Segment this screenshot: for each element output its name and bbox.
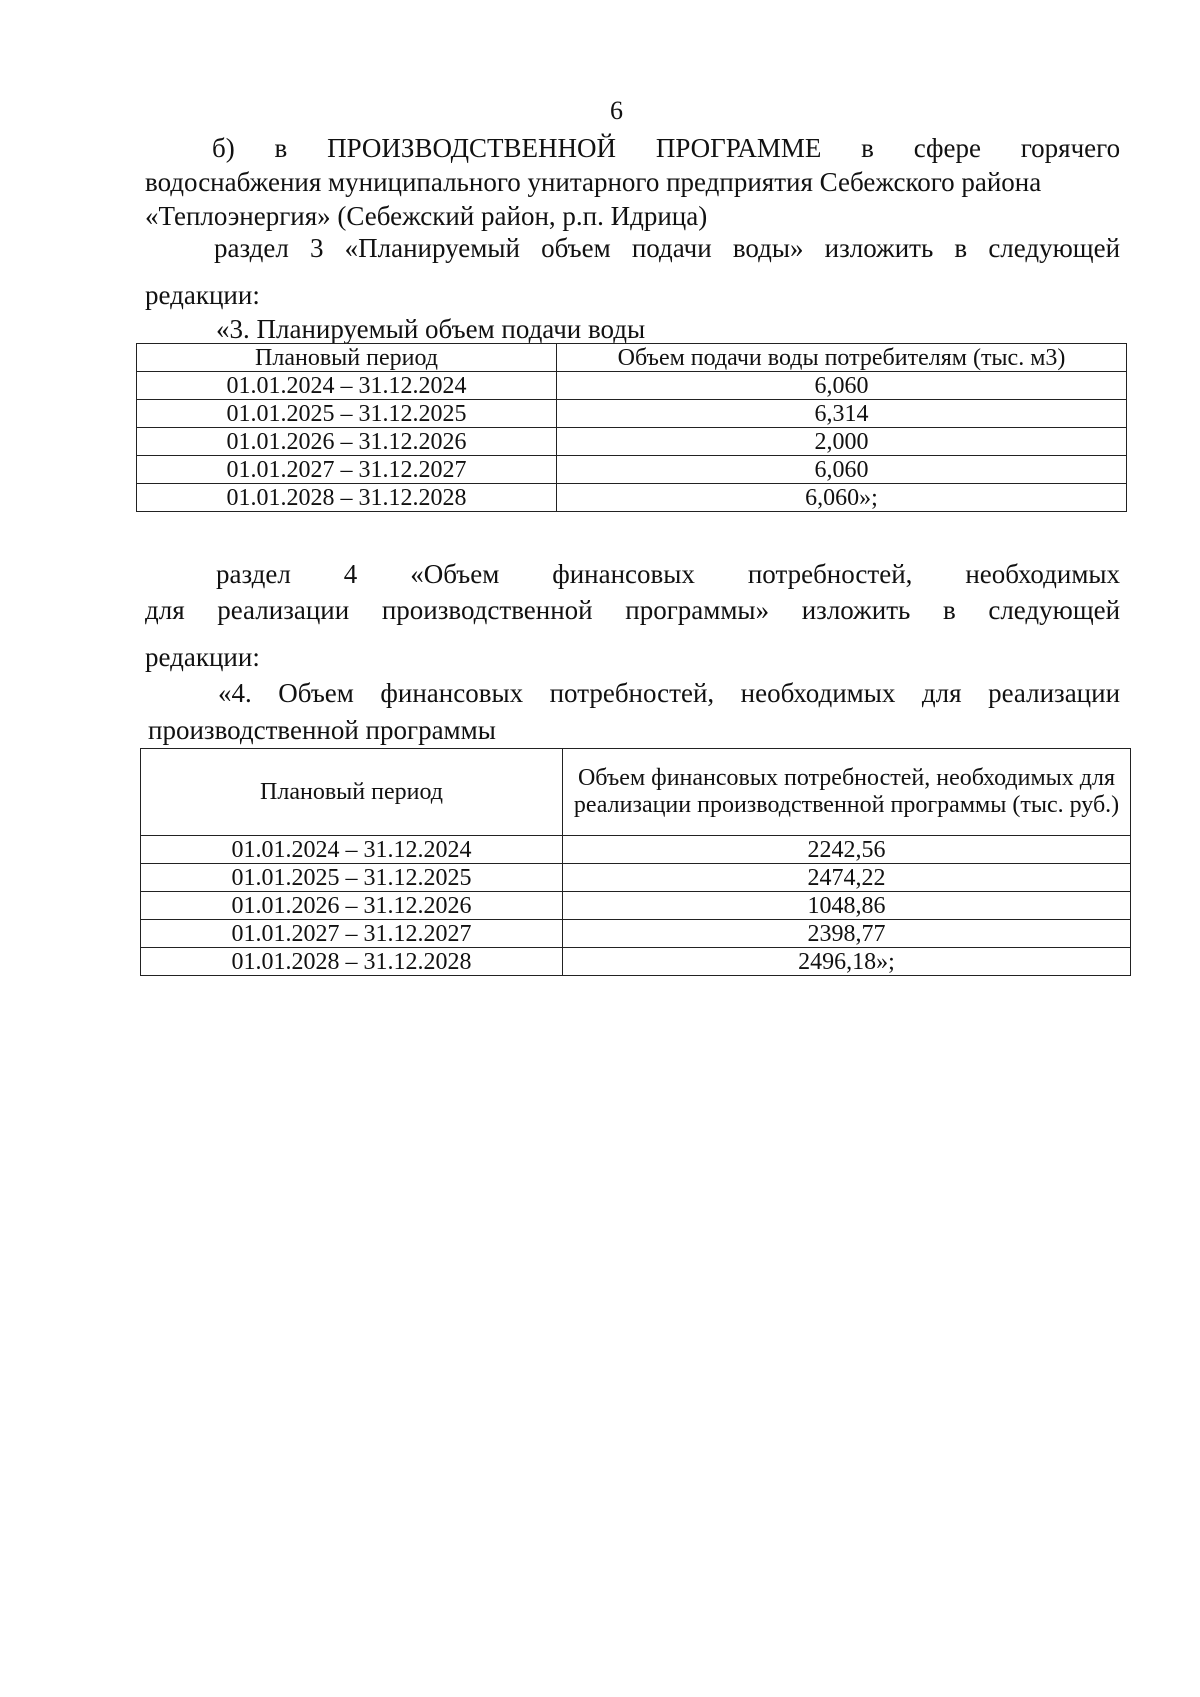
section4-title-line-2: производственной программы [148, 715, 496, 745]
table-cell-value: 2496,18»; [563, 948, 1131, 976]
paragraph-b-line-3: «Теплоэнергия» (Себежский район, р.п. Идрица) [145, 201, 708, 231]
section3-title: «3. Планируемый объем подачи воды [216, 314, 646, 344]
word: финансовых [552, 559, 695, 589]
section4-intro-line-3: редакции: [145, 642, 260, 672]
table-row [141, 920, 1131, 948]
word: раздел [216, 559, 291, 589]
word: для реализации [145, 595, 350, 625]
page-number: 6 [610, 96, 623, 125]
table-cell-period: 01.01.2024 – 31.12.2024 [137, 372, 557, 400]
table-row [137, 372, 1127, 400]
word: следующей [988, 233, 1121, 263]
word: сфере [913, 133, 981, 163]
word: следующей [988, 595, 1121, 625]
section3-intro-line-1 [214, 232, 1120, 264]
word: 4 [343, 559, 358, 589]
word: Объем [278, 678, 354, 708]
word: программы» [625, 595, 770, 625]
word: ПРОИЗВОДСТВЕННОЙ [327, 133, 617, 163]
word: в [861, 133, 874, 163]
table-header-cell: Плановый период [141, 749, 563, 836]
table-cell-period: 01.01.2026 – 31.12.2026 [137, 428, 557, 456]
table-header-cell: Плановый период [137, 344, 557, 372]
table-header-row [137, 344, 1127, 372]
table-cell-period: 01.01.2027 – 31.12.2027 [141, 920, 563, 948]
word: раздел [214, 233, 289, 263]
word: объем [541, 233, 611, 263]
section4-intro-line-1 [216, 558, 1120, 590]
table-cell-value: 6,060 [557, 456, 1127, 484]
table-header-cell: Объем финансовых потребностей, необходимых для реализации производственной программы (тыс. руб.) [563, 749, 1131, 836]
table-cell-period: 01.01.2027 – 31.12.2027 [137, 456, 557, 484]
table-cell-value: 2242,56 [563, 836, 1131, 864]
word: б) [212, 133, 235, 163]
word: в [274, 133, 288, 163]
word: изложить [801, 595, 911, 625]
section4-intro-line-2 [145, 594, 1120, 626]
word: воды» [732, 233, 804, 263]
table-cell-period: 01.01.2028 – 31.12.2028 [137, 484, 557, 512]
word: подачи [631, 233, 712, 263]
word: для [921, 678, 962, 708]
word: необходимых [740, 678, 896, 708]
table-row [141, 892, 1131, 920]
table-row [137, 456, 1127, 484]
table-cell-value: 1048,86 [563, 892, 1131, 920]
table-row [137, 484, 1127, 512]
table-row [141, 948, 1131, 976]
table-cell-value: 6,060 [557, 372, 1127, 400]
table-cell-period: 01.01.2028 – 31.12.2028 [141, 948, 563, 976]
paragraph-b-line-2: водоснабжения муниципального унитарного предприятия Себежского района [145, 167, 1042, 197]
table-cell-value: 2,000 [557, 428, 1127, 456]
table-cell-value: 6,060»; [557, 484, 1127, 512]
volume-table [136, 343, 1127, 512]
word: производственной [381, 595, 593, 625]
word: потребностей, [747, 559, 913, 589]
table-cell-period: 01.01.2024 – 31.12.2024 [141, 836, 563, 864]
section4-title-line-1 [218, 677, 1120, 709]
table-row [137, 428, 1127, 456]
word: в [954, 233, 968, 263]
table-cell-value: 2398,77 [563, 920, 1131, 948]
finance-table [140, 748, 1131, 976]
word: 3 [310, 233, 324, 263]
word: необходимых [965, 559, 1121, 589]
table-cell-period: 01.01.2026 – 31.12.2026 [141, 892, 563, 920]
word: изложить [824, 233, 934, 263]
word: горячего [1020, 133, 1121, 163]
word: «Планируемый [344, 233, 520, 263]
table-header-row [141, 749, 1131, 836]
word: финансовых [380, 678, 524, 708]
table-row [137, 400, 1127, 428]
word: в [942, 595, 956, 625]
table-cell-value: 6,314 [557, 400, 1127, 428]
word: «Объем [410, 559, 500, 589]
table-row [141, 864, 1131, 892]
paragraph-b-line-1 [212, 132, 1120, 164]
table-row [141, 836, 1131, 864]
table-cell-period: 01.01.2025 – 31.12.2025 [141, 864, 563, 892]
section3-intro-line-2: редакции: [145, 280, 260, 310]
table-cell-value: 2474,22 [563, 864, 1131, 892]
table-cell-period: 01.01.2025 – 31.12.2025 [137, 400, 557, 428]
word: «4. [218, 678, 252, 708]
table-header-cell: Объем подачи воды потребителям (тыс. м3) [557, 344, 1127, 372]
word: ПРОГРАММЕ [655, 133, 822, 163]
word: потребностей, [549, 678, 715, 708]
word: реализации [988, 678, 1121, 708]
